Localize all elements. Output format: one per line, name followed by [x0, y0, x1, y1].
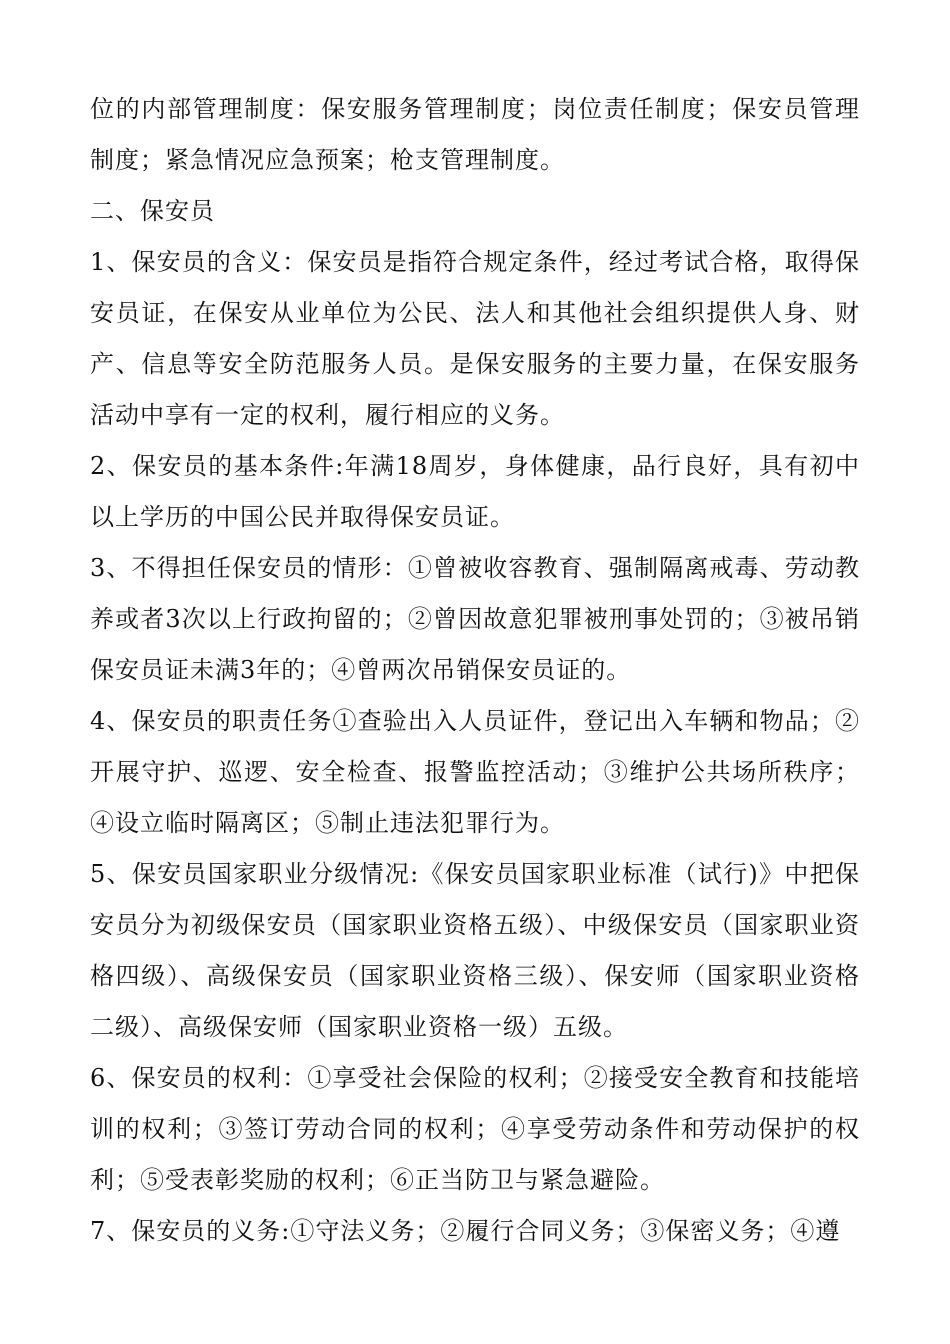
paragraph-obligations: 7、保安员的义务:①守法义务；②履行合同义务；③保密义务；④遵 [90, 1217, 841, 1245]
paragraph-duties: 4、保安员的职责任务①查验出入人员证件，登记出入车辆和物品；②开展守护、巡逻、安全检查、报警监控活动；③维护公共场所秩序；④设立临时隔离区；⑤制止违法犯罪行为。 [90, 707, 860, 837]
paragraph-guard-definition: 1、保安员的含义：保安员是指符合规定条件，经过考试合格，取得保安员证，在保安从业单位为公民、法人和其他社会组织提供人身、财产、信息等安全防范服务人员。是保安服务的主要力量，在保安服务活动中享有一定的权利，履行相应的义务。 [90, 248, 860, 429]
document-body [90, 84, 860, 1257]
paragraph-rights: 6、保安员的权利：①享受社会保险的权利；②接受安全教育和技能培训的权利；③签订劳动合同的权利；④享受劳动条件和劳动保护的权利；⑤受表彰奖励的权利；⑥正当防卫与紧急避险。 [90, 1064, 860, 1194]
paragraph-continuation-internal-rules: 位的内部管理制度：保安服务管理制度；岗位责任制度；保安员管理制度；紧急情况应急预案；枪支管理制度。 [90, 95, 860, 174]
paragraph-basic-conditions: 2、保安员的基本条件:年满18周岁，身体健康，品行良好，具有初中以上学历的中国公民并取得保安员证。 [90, 452, 860, 531]
paragraph-disqualifications: 3、不得担任保安员的情形：①曾被收容教育、强制隔离戒毒、劳动教养或者3次以上行政拘留的；②曾因故意犯罪被刑事处罚的；③被吊销保安员证未满3年的；④曾两次吊销保安员证的。 [90, 554, 860, 684]
section-heading-security-guard: 二、保安员 [90, 197, 215, 225]
paragraph-grading: 5、保安员国家职业分级情况:《保安员国家职业标准（试行)》中把保安员分为初级保安员（国家职业资格五级）、中级保安员（国家职业资格四级）、高级保安员（国家职业资格三级）、保安师（国家职业资格二级）、高级保安师（国家职业资格一级）五级。 [90, 860, 860, 1041]
